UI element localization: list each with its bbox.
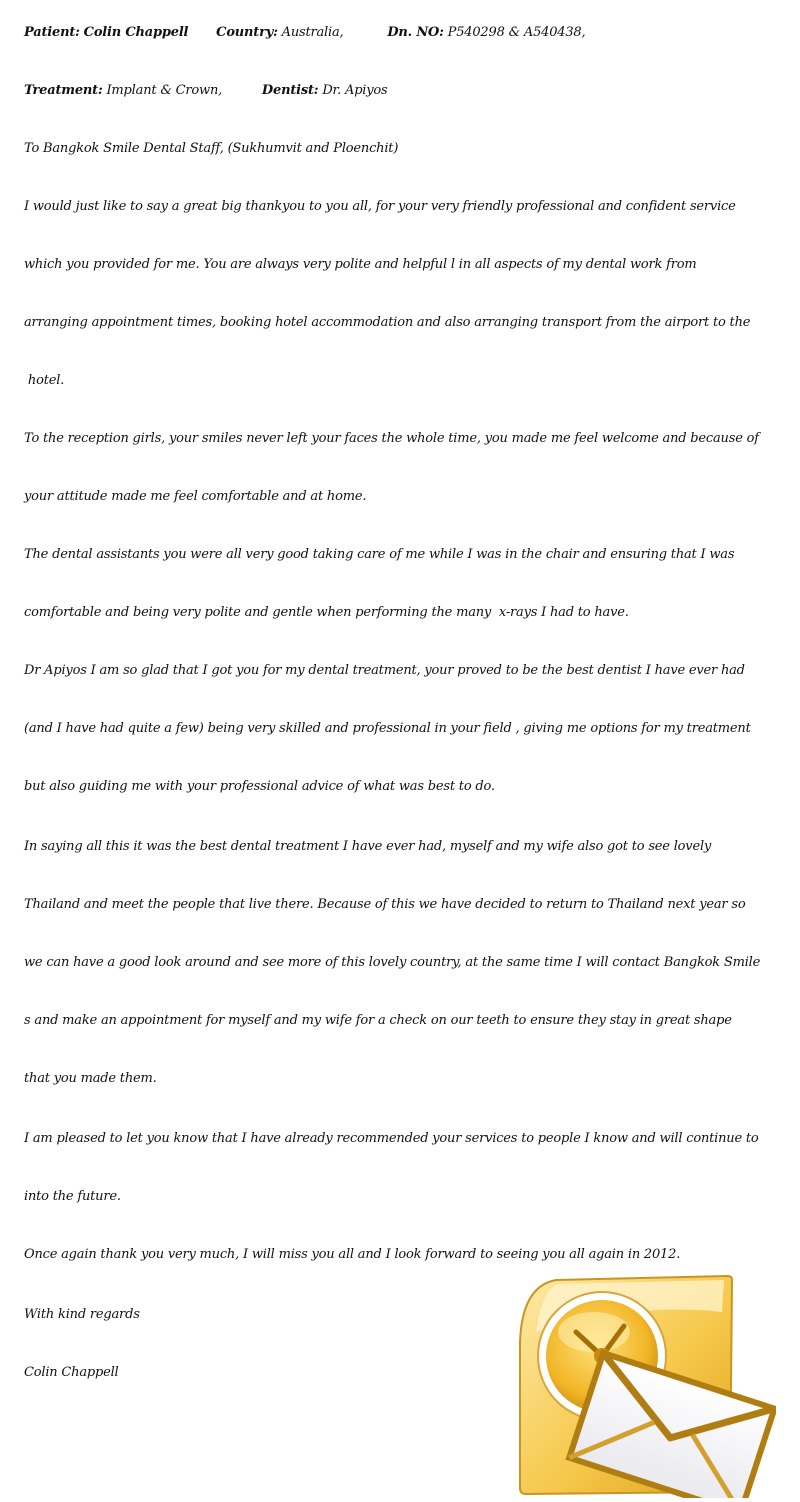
patient-label: Patient:: [24, 25, 80, 40]
dentist-value: Dr. Apiyos: [322, 83, 388, 98]
header-row-1: [24, 24, 792, 42]
letter-line: Thailand and meet the people that live there. Because of this we have decided to return to Thailand next year so: [24, 897, 746, 912]
letter-line: The dental assistants you were all very good taking care of me while I was in the chair and ensuring that I was: [24, 547, 735, 562]
letter-line: (and I have had quite a few) being very skilled and professional in your field , giving me options for my treatment: [24, 721, 751, 736]
letter-line: comfortable and being very polite and gentle when performing the many x-rays I had to have.: [24, 605, 629, 620]
letter-line: s and make an appointment for myself and my wife for a check on our teeth to ensure they stay in great shape: [24, 1013, 732, 1028]
letter-line: arranging appointment times, booking hotel accommodation and also arranging transport from the airport to the: [24, 315, 751, 330]
letter-line: I would just like to say a great big thankyou to you all, for your very friendly professional and confident service: [24, 199, 736, 214]
letter-line: Once again thank you very much, I will miss you all and I look forward to seeing you all again in 2012.: [24, 1247, 681, 1262]
letter-line: your attitude made me feel comfortable and at home.: [24, 489, 367, 504]
dentist-label: Dentist:: [261, 83, 319, 98]
signature-name: Colin Chappell: [24, 1365, 119, 1380]
country-value: Australia,: [281, 25, 344, 40]
patient-value: Colin Chappell: [83, 25, 189, 40]
letter-line: In saying all this it was the best dental treatment I have ever had, myself and my wife also got to see lovely: [24, 839, 712, 854]
letter-line: To the reception girls, your smiles never left your faces the whole time, you made me feel welcome and because of: [24, 431, 759, 446]
letter-line: hotel.: [24, 373, 65, 388]
letter-line: that you made them.: [24, 1071, 157, 1086]
header-row-2: [24, 82, 792, 100]
letter-line: I am pleased to let you know that I have already recommended your services to people I know and will continue to: [24, 1131, 759, 1146]
letter-line: we can have a good look around and see more of this lovely country, at the same time I will contact Bangkok Smile: [24, 955, 761, 970]
letter-line: which you provided for me. You are always very polite and helpful l in all aspects of my dental work from: [24, 257, 697, 272]
treatment-label: Treatment:: [24, 83, 103, 98]
dn-label: Dn. NO:: [387, 25, 444, 40]
letter-line: Dr Apiyos I am so glad that I got you for my dental treatment, your proved to be the best dentist I have ever had: [24, 663, 745, 678]
country-label: Country:: [216, 25, 278, 40]
closing: With kind regards: [24, 1307, 140, 1322]
treatment-value: Implant & Crown,: [106, 83, 223, 98]
clock-envelope-icon: [516, 1272, 776, 1498]
salutation: To Bangkok Smile Dental Staff, (Sukhumvit and Ploenchit): [24, 141, 399, 156]
letter-line: but also guiding me with your professional advice of what was best to do.: [24, 779, 495, 794]
dn-value: P540298 & A540438,: [447, 25, 586, 40]
letter-line: into the future.: [24, 1189, 121, 1204]
